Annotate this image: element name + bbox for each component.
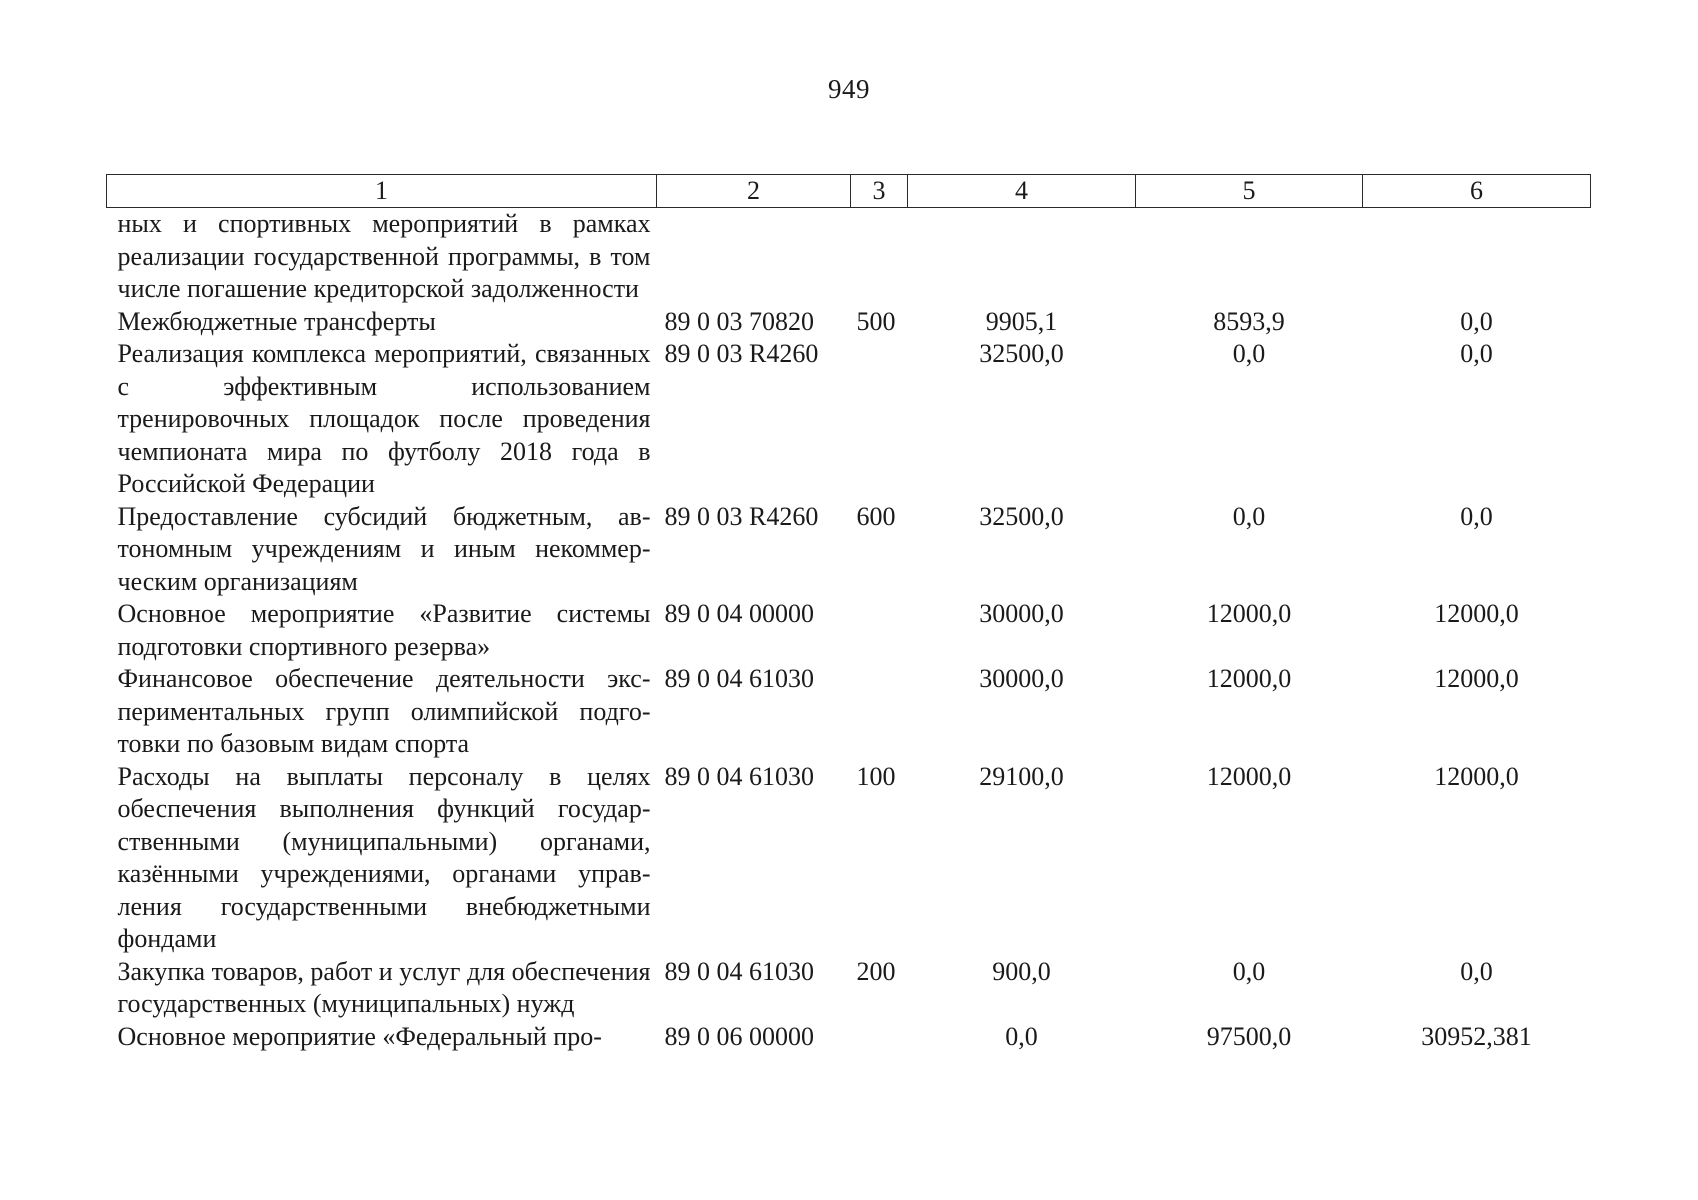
amount-col-4: 32500,0 [979,501,1064,531]
amount-col-4: 900,0 [992,956,1051,986]
amount-col-5: 0,0 [1232,956,1266,986]
table-row [107,761,1591,956]
column-header-6: 6 [1363,175,1591,208]
expense-name: Предоставление субсидий бюджетным, автономным учреждениям и иным некоммерческим организациям [117,501,651,596]
target-article-code: 89 0 03 70820 [664,306,814,336]
column-header-3: 3 [851,175,908,208]
expense-type-code [851,208,908,306]
amount-col-5: 0,0 [1232,339,1266,368]
target-article-code: 89 0 04 61030 [664,761,814,791]
amount-col-4: 9905,1 [985,306,1058,336]
amount-col-4 [908,208,1136,306]
amount-col-6: 0,0 [1460,306,1493,336]
target-article-code [657,208,851,306]
expense-type-code [851,338,908,501]
amount-col-6 [1363,208,1591,306]
amount-col-6: 0,0 [1460,501,1493,531]
table-row [107,1021,1591,1054]
expense-name: Закупка товаров, работ и услуг для обеспечения государственных (муниципальных) нужд [117,956,651,1018]
target-article-code: 89 0 04 00000 [664,599,814,628]
budget-table [106,174,1591,1053]
table-row [107,501,1591,599]
amount-col-5: 12000,0 [1206,761,1292,791]
expense-type-code [851,598,908,663]
column-header-2: 2 [657,175,851,208]
amount-col-5: 8593,9 [1213,306,1285,336]
target-article-code: 89 0 04 61030 [664,956,814,986]
column-header-4: 4 [908,175,1136,208]
expense-name: Финансовое обеспечение деятельности экспериментальных групп олимпийской подготовки по базовым видам спорта [117,664,651,758]
amount-col-4: 30000,0 [979,599,1064,628]
table-row [107,663,1591,761]
expense-type-code [851,1021,908,1054]
table-row [107,956,1591,1021]
column-number-row [107,175,1591,208]
expense-name: ных и спортивных мероприятий в рамках реализации государственной программы, в том числе погашение кредиторской задолженности [117,209,651,303]
amount-col-5 [1136,208,1363,306]
table-row [107,208,1591,306]
table-row [107,598,1591,663]
expense-type-code: 500 [856,306,896,336]
amount-col-6: 12000,0 [1434,664,1519,693]
amount-col-6: 0,0 [1460,956,1493,986]
target-article-code: 89 0 03 R4260 [664,339,819,368]
expense-type-code: 100 [856,761,896,791]
expense-name: Основное мероприятие «Федеральный про- [117,1021,602,1051]
target-article-code: 89 0 03 R4260 [664,501,819,531]
amount-col-4: 32500,0 [979,339,1064,368]
table-row [107,338,1591,501]
expense-type-code: 600 [856,501,896,531]
amount-col-4: 30000,0 [979,664,1064,693]
amount-col-5: 97500,0 [1206,1021,1292,1051]
target-article-code: 89 0 04 61030 [664,664,814,693]
expense-type-code [851,663,908,761]
amount-col-5: 12000,0 [1206,599,1292,628]
amount-col-5: 0,0 [1232,501,1266,531]
amount-col-6: 12000,0 [1434,761,1519,791]
expense-name: Реализация комплекса мероприятий, связанных с эффективным использованием тренировочных площадок после проведения чемпионата мира по футболу 2018 года в Российской Федерации [117,339,651,498]
column-header-1: 1 [107,175,657,208]
target-article-code: 89 0 06 00000 [664,1021,814,1051]
column-header-5: 5 [1136,175,1363,208]
table-row [107,306,1591,339]
expense-name: Расходы на выплаты персоналу в целях обеспечения выполнения функций государственными (муниципальными) органами, казёнными учреждениями, органами управления государственными внебюджетными фондами [117,761,651,953]
amount-col-5: 12000,0 [1206,664,1292,693]
amount-col-4: 29100,0 [979,761,1064,791]
amount-col-4: 0,0 [1005,1021,1038,1051]
expense-name: Межбюджетные трансферты [117,306,436,336]
page-number: 949 [828,74,870,104]
amount-col-6: 30952,381 [1421,1021,1532,1051]
amount-col-6: 12000,0 [1434,599,1519,628]
expense-type-code: 200 [856,956,896,986]
expense-name: Основное мероприятие «Развитие системы подготовки спортивного резерва» [117,599,651,661]
amount-col-6: 0,0 [1460,339,1493,368]
